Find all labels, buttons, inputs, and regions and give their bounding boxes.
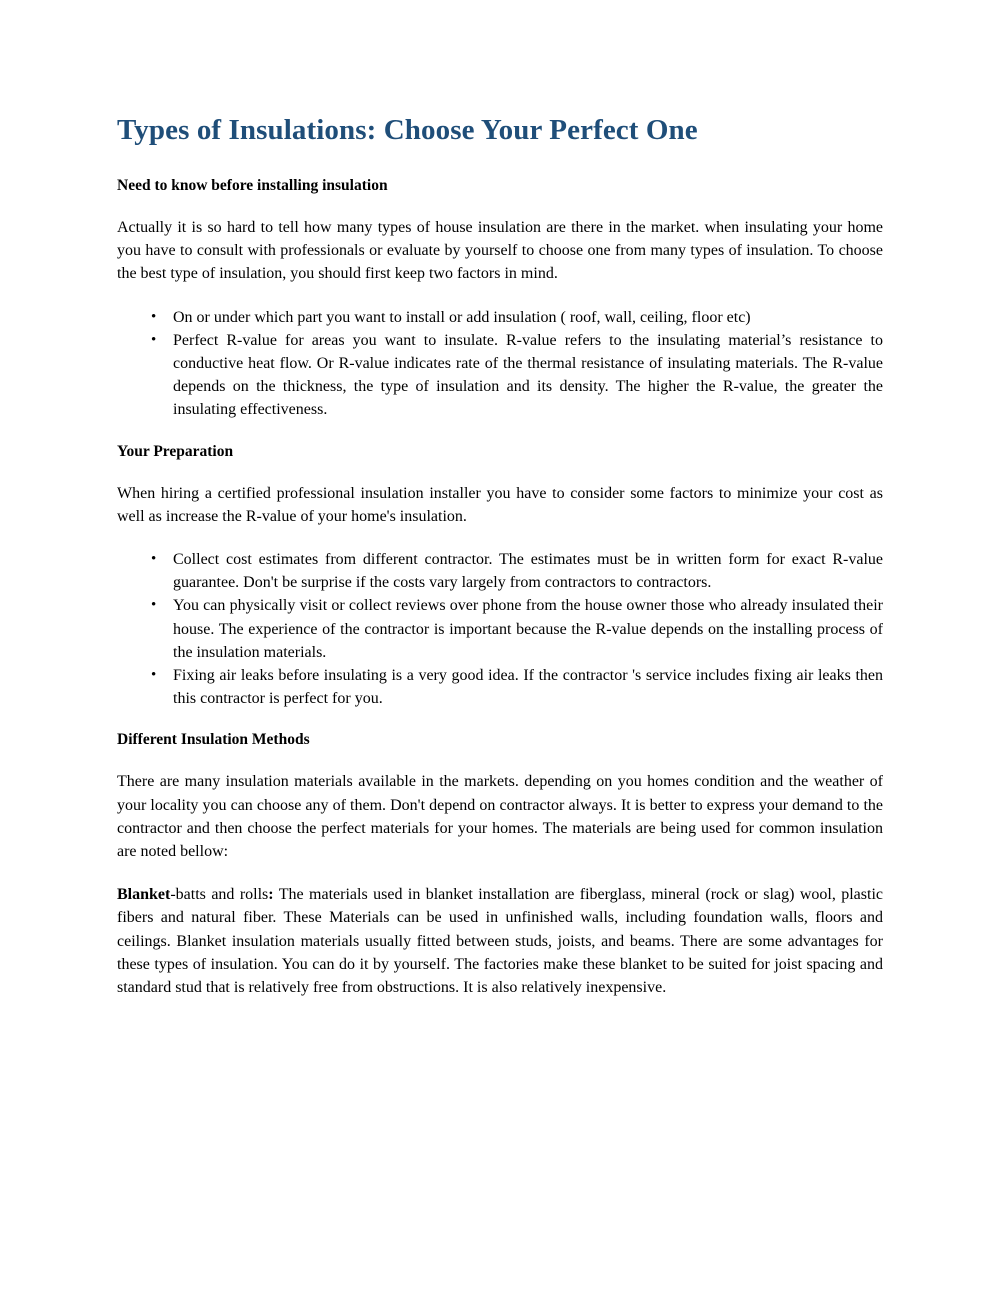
intro-paragraph: Actually it is so hard to tell how many types of house insulation are there in the market. when insulating your home you have to consult with professionals or evaluate by yourself to choose one from many types of insulation. To choose the best type of insulation, you should first keep two factors in mind. (117, 219, 883, 283)
blanket-label-colon: : (268, 886, 274, 904)
list-item: • You can physically visit or collect reviews over phone from the house owner those who already insulated their house. The experience of the contractor is important because the R-value depends on the installing process of the insulation materials. (117, 594, 883, 664)
methods-paragraph: There are many insulation materials available in the markets. depending on you homes condition and the weather of your locality you can choose any of them. Don't depend on contractor always. It is better to express your demand to the contractor and then choose the perfect materials for your homes. The materials are being used for common insulation are noted bellow: (117, 773, 883, 861)
list-item: • Perfect R-value for areas you want to insulate. R-value refers to the insulating material’s resistance to conductive heat flow. Or R-value indicates rate of the thermal resistance of insulating materials. The R-value depends on the thickness, the type of insulation and its density. The higher the R-value, the greater the insulating effectiveness. (117, 329, 883, 422)
list-item: • Collect cost estimates from different contractor. The estimates must be in written form for exact R-value guarantee. Don't be surprise if the costs vary largely from contractors to contractors. (117, 548, 883, 594)
preparation-bullet-list (117, 548, 883, 710)
blanket-body-text: The materials used in blanket installation are fiberglass, mineral (rock or slag) wool, plastic fibers and natural fiber. These Materials can be used in unfinished walls, including foundation walls, floors and ceilings. Blanket insulation materials usually fitted between studs, joists, and beams. There are some advantages for these types of insulation. You can do it by yourself. The factories make these blanket to be suited for joist spacing and standard stud that is relatively free from obstructions. It is also relatively inexpensive. (117, 886, 884, 997)
section-heading-need-to-know: Need to know before installing insulation (117, 177, 388, 194)
page-title: Types of Insulations: Choose Your Perfect One (117, 114, 698, 146)
document-content (117, 112, 883, 999)
preparation-paragraph: When hiring a certified professional insulation installer you have to consider some factors to minimize your cost as well as increase the R-value of your home's insulation. (117, 484, 883, 525)
list-item: • Fixing air leaks before insulating is a very good idea. If the contractor 's service includes fixing air leaks then this contractor is perfect for you. (117, 664, 883, 710)
list-item: • On or under which part you want to install or add insulation ( roof, wall, ceiling, floor etc) (117, 306, 883, 329)
section-heading-your-preparation: Your Preparation (117, 442, 234, 460)
blanket-label-rest: -batts and rolls (170, 886, 269, 904)
section-heading-different-insulation-methods: Different Insulation Methods (117, 731, 310, 749)
blanket-paragraph (117, 883, 883, 999)
intro-bullet-list (117, 306, 883, 422)
blanket-label-bold: Blanket (117, 886, 171, 904)
